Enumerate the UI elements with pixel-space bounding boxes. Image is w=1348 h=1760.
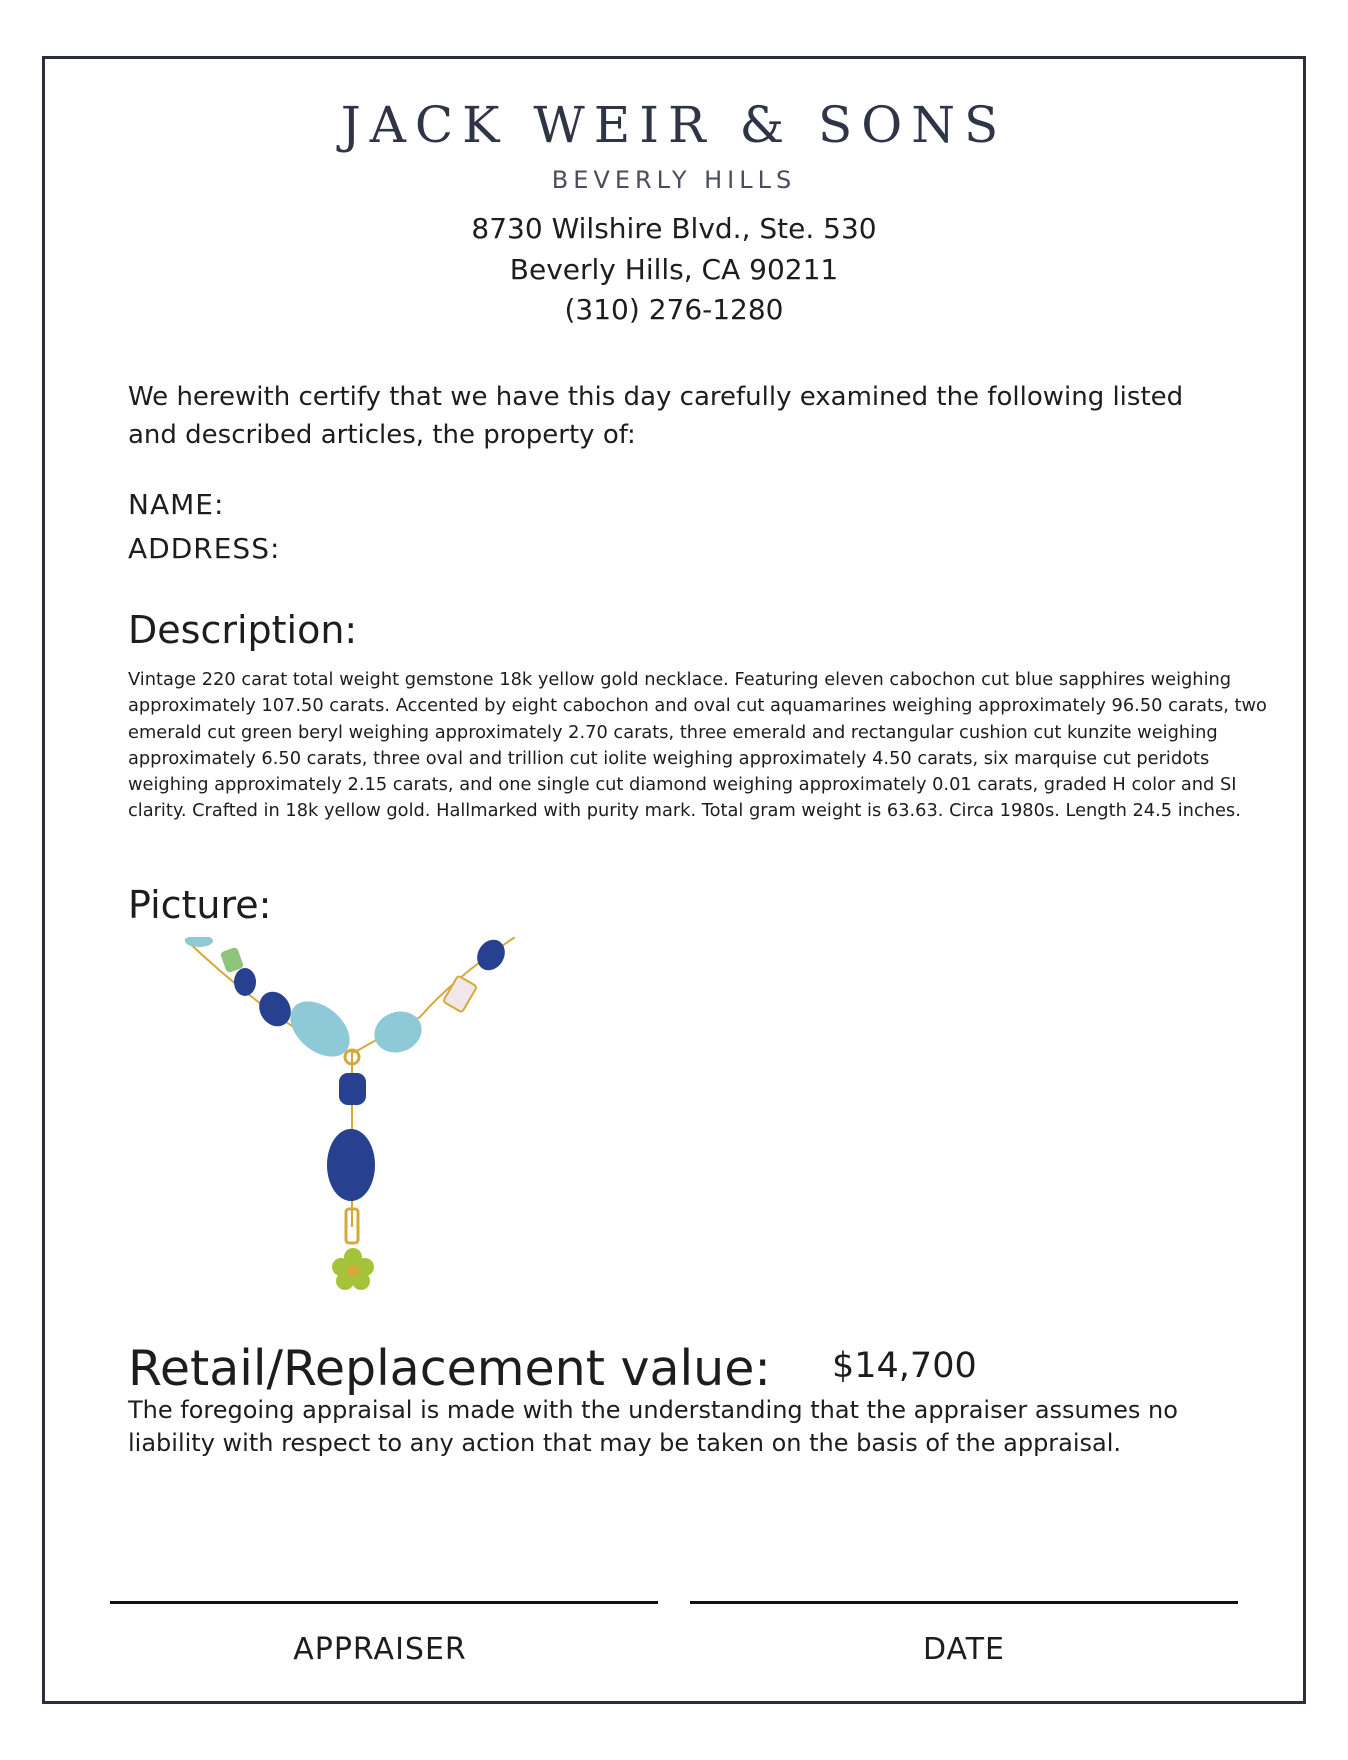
value-amount: $14,700 bbox=[832, 1346, 977, 1386]
picture-heading: Picture: bbox=[128, 883, 272, 927]
address-label: ADDRESS: bbox=[128, 532, 281, 565]
appraiser-label: APPRAISER bbox=[293, 1632, 467, 1667]
description-text: Vintage 220 carat total weight gemstone 18k yellow gold necklace. Featuring eleven cabochon cut blue sapphires weighing approximately 107.50 carats. Accented by eight cabochon and oval cut aquamarines weighing approximately 96.50 carats, two emerald cut green beryl weighing approximately 2.70 carats, three emerald and rectangular cushion cut kunzite weighing approximately 6.50 carats, three oval and trillion cut iolite weighing approximately 4.50 carats, six marquise cut peridots weighing approximately 2.15 carats, and one single cut diamond weighing approximately 0.01 carats, graded H color and SI clarity. Crafted in 18k yellow gold. Hallmarked with purity mark. Total gram weight is 63.63. Circa 1980s. Length 24.5 inches. bbox=[128, 669, 1267, 822]
certification-statement: We herewith certify that we have this day carefully examined the following listed and described articles, the property of: bbox=[128, 382, 1184, 450]
value-label: Retail/Replacement value: bbox=[128, 1340, 771, 1397]
brand-name: JACK WEIR & SONS bbox=[340, 96, 1008, 154]
date-label: DATE bbox=[922, 1632, 1006, 1667]
date-signature-line bbox=[690, 1601, 1238, 1604]
street-address: 8730 Wilshire Blvd., Ste. 530 bbox=[471, 212, 877, 245]
brand-location: BEVERLY HILLS bbox=[551, 166, 797, 194]
phone-number: (310) 276-1280 bbox=[564, 293, 784, 326]
liability-disclaimer: The foregoing appraisal is made with the understanding that the appraiser assumes no liability with respect to any action that may be taken on the basis of the appraisal. bbox=[128, 1396, 1178, 1457]
necklace-photo bbox=[185, 937, 515, 1309]
city-address: Beverly Hills, CA 90211 bbox=[509, 253, 839, 286]
appraiser-signature-line bbox=[110, 1601, 658, 1604]
name-label: NAME: bbox=[128, 488, 225, 521]
description-heading: Description: bbox=[128, 608, 358, 652]
